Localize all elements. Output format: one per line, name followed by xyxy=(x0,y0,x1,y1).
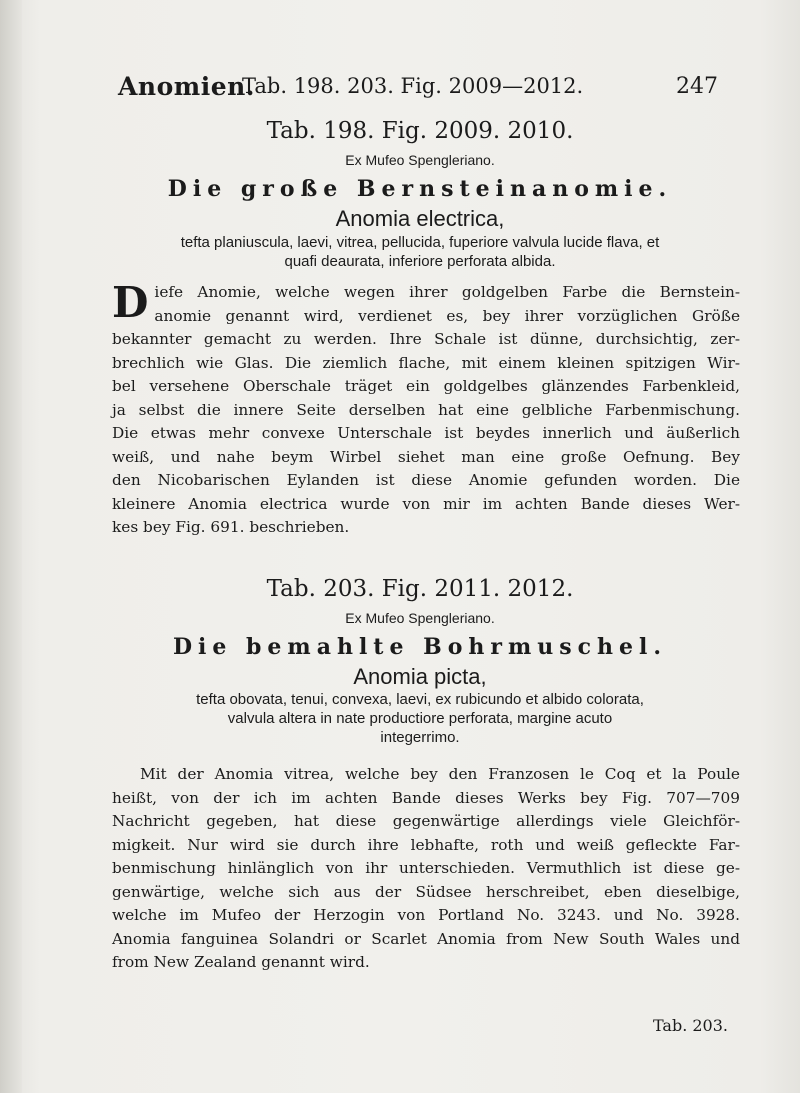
body-line: Die etwas mehr convexe Unterschale ist beydes innerlich und äußerlich xyxy=(112,424,740,442)
body-line: weiß, und nahe beym Wirbel siehet man eine große Oefnung. Bey xyxy=(112,447,740,466)
section1-latin-description xyxy=(92,233,748,271)
body-line: anomie genannt wird, verdienet es, bey ihrer vorzüglichen Größe xyxy=(154,306,740,325)
catchword: Tab. 203. xyxy=(652,1016,728,1035)
section2-german-title: Die bemahlte Bohrmuschel. xyxy=(172,634,668,660)
page-number: 247 xyxy=(676,74,718,99)
latin-line: integerrimo. xyxy=(380,729,460,746)
section2-museum: Ex Mufeo Spengleriano. xyxy=(345,610,495,626)
section1-german-title: Die große Bernsteinanomie. xyxy=(167,176,673,202)
body-line: kleinere Anomia electrica wurde von mir im achten Bande dieses Wer- xyxy=(112,494,740,513)
body-line: ja selbst die innere Seite derselben hat eine gelbliche Farbenmischung. xyxy=(112,400,740,419)
section1-tab-line: Tab. 198. Fig. 2009. 2010. xyxy=(266,118,574,144)
running-head-reference: Tab. 198. 203. Fig. 2009—2012. xyxy=(242,74,584,98)
section1-body xyxy=(112,278,740,540)
body-line: heißt, von der ich im achten Bande dieses Werks bey Fig. 707—709 xyxy=(112,788,740,807)
body-line: Nachricht gegeben, hat diese gegenwärtige allerdings viele Gleichför- xyxy=(112,812,740,830)
section2-scientific-name: Anomia picta, xyxy=(353,664,487,689)
body-line: bel versehene Oberschale träget ein goldgelbes glänzendes Farbenkleid, xyxy=(112,377,740,395)
drop-cap: D xyxy=(112,278,149,327)
body-line: kes bey Fig. 691. beschrieben. xyxy=(112,518,350,536)
section2-latin-description xyxy=(92,690,748,747)
body-line: welche im Mufeo der Herzogin von Portland No. 3243. und No. 3928. xyxy=(112,906,740,924)
body-line: iefe Anomie, welche wegen ihrer goldgelben Farbe die Bernstein- xyxy=(154,283,740,301)
section1-scientific-name: Anomia electrica, xyxy=(335,206,505,231)
body-line: brechlich wie Glas. Die ziemlich flache, mit einem kleinen spitzigen Wir- xyxy=(112,353,740,372)
body-line: bekannter gemacht zu werden. Ihre Schale ist dünne, durchsichtig, zer- xyxy=(112,330,740,348)
body-line: from New Zealand genannt wird. xyxy=(112,953,370,971)
latin-line: tefta planiuscula, laevi, vitrea, pellucida, fuperiore valvula lucide flava, et xyxy=(180,234,660,251)
body-line: migkeit. Nur wird sie durch ihre lebhafte, roth und weiß gefleckte Far- xyxy=(112,835,740,854)
latin-line: quafi deaurata, inferiore perforata albida. xyxy=(284,253,556,270)
latin-line: tefta obovata, tenui, convexa, laevi, ex rubicundo et albido colorata, xyxy=(196,691,644,708)
body-line: genwärtige, welche sich aus der Südsee herschreibet, eben dieselbige, xyxy=(112,882,740,901)
latin-line: valvula altera in nate productiore perforata, margine acuto xyxy=(227,710,613,727)
body-line: den Nicobarischen Eylanden ist diese Anomie gefunden worden. Die xyxy=(112,471,740,489)
book-spine-shadow xyxy=(0,0,22,1093)
body-line: Mit der Anomia vitrea, welche bey den Franzosen le Coq et la Poule xyxy=(140,765,740,783)
body-line: benmischung hinlänglich von ihr unterschieden. Vermuthlich ist diese ge- xyxy=(112,859,740,877)
section1-museum: Ex Mufeo Spengleriano. xyxy=(345,152,495,168)
body-line: Anomia fanguinea Solandri or Scarlet Anomia from New South Wales und xyxy=(112,929,740,948)
running-head xyxy=(118,72,718,106)
section2-tab-line: Tab. 203. Fig. 2011. 2012. xyxy=(266,576,574,602)
running-head-title: Anomien. xyxy=(118,72,255,101)
section2-body xyxy=(112,763,740,975)
